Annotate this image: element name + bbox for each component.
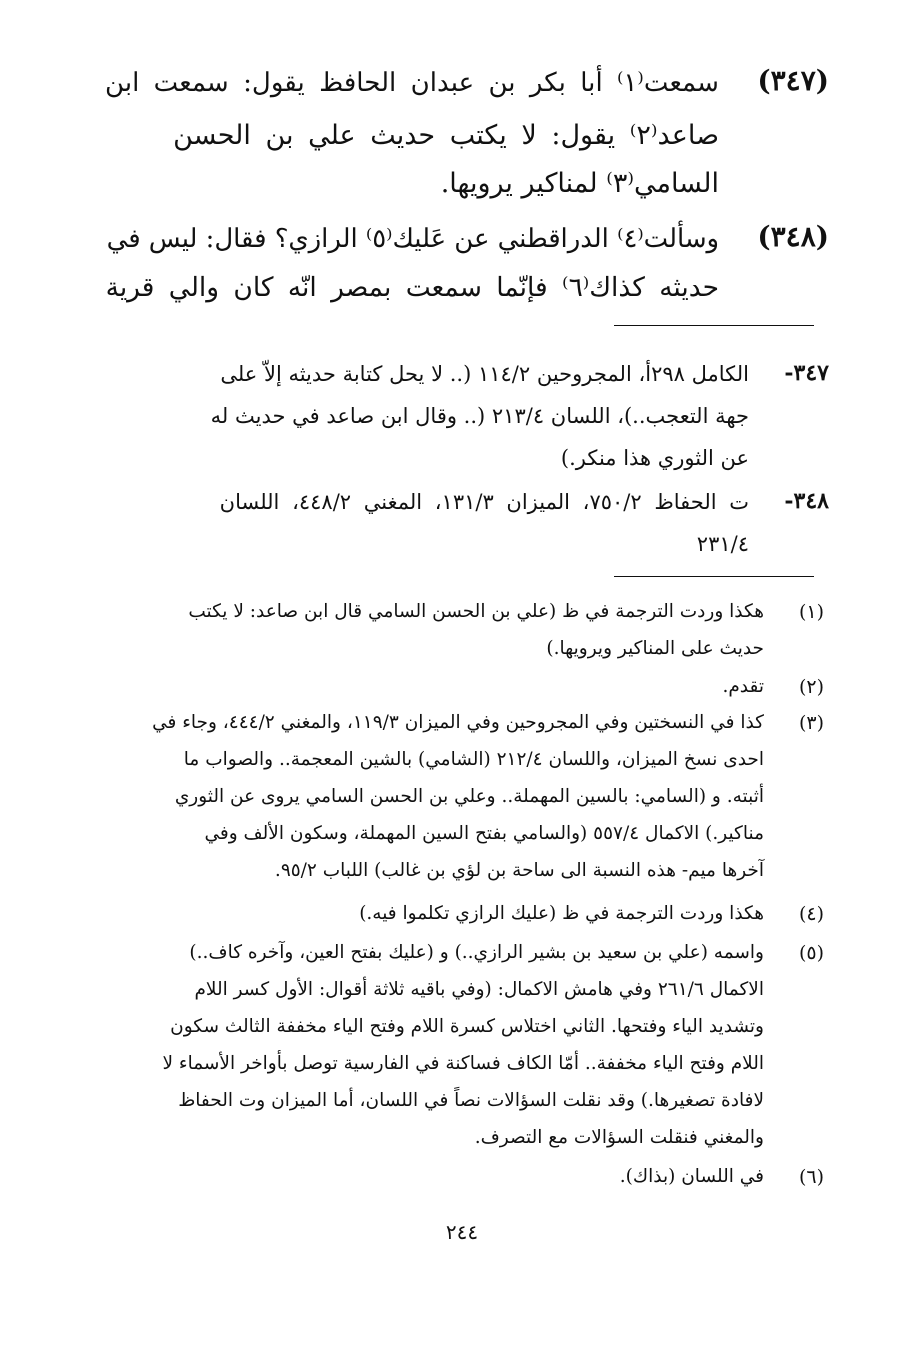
footnote-text-line: أثبته. و (السامي: بالسين المهملة.. وعلي بن الحسن السامي يروى عن الثوري [174,786,764,807]
page-number: ٢٤٤ [445,1220,479,1244]
footnote-number: (٣) [798,712,824,734]
footnote-number: (٤) [798,903,824,925]
entry-number: (٣٤٨) [757,220,829,253]
source-number: ٣٤٧- [784,360,829,386]
entry-text-line: السامي⁽٣⁾ لمناكير يرويها. [440,168,719,199]
footnote-number: (٦) [798,1166,824,1188]
footnote-text-line: اللام وفتح الياء مخففة.. أمّا الكاف فساكنة في الفارسية توصل بأواخر الأسماء لا [162,1053,764,1074]
footnote-text-line: حديث على المناكير ويرويها.) [546,638,764,659]
entry-text-line: وسألت⁽٤⁾ الدراقطني عن عَليك⁽٥⁾ الرازي؟ فقال: ليس في [106,224,719,254]
entry-number: (٣٤٧) [757,64,829,97]
entry-text-line: حديثه كذاك⁽٦⁾ فإنّما سمعت بمصر انّه كان والي قرية [105,272,719,303]
entry-text-line: صاعد⁽٢⁾ يقول: لا يكتب حديث علي بن الحسن [173,120,719,151]
footnote-number: (١) [798,601,824,623]
source-number: ٣٤٨- [784,488,829,514]
source-text-line: جهة التعجب..)، اللسان ٢١٣/٤ (.. وقال ابن صاعد في حديث له [210,404,749,428]
footnote-text-line: آخرها ميم- هذه النسبة الى ساحة بن لؤي بن غالب) اللباب ٩٥/٢. [274,860,764,881]
source-text-line: عن الثوري هذا منكر.) [560,446,749,470]
footnote-text-line: احدى نسخ الميزان، واللسان ٢١٢/٤ (الشامي) بالشين المعجمة.. والصواب ما [183,749,764,770]
separator-rule [614,576,814,577]
footnote-text-line: في اللسان (بذاك). [619,1166,764,1187]
footnote-text-line: كذا في النسختين وفي المجروحين وفي الميزان ١١٩/٣، والمغني ٤٤٤/٢، وجاء في [152,712,764,733]
footnote-number: (٢) [798,676,824,698]
source-text-line: ٢٣١/٤ [696,532,749,556]
footnote-text-line: الاكمال ٢٦١/٦ وفي هامش الاكمال: (وفي باقيه ثلاثة أقوال: الأول كسر اللام [194,979,764,1000]
footnote-text-line: واسمه (علي بن سعيد بن بشير الرازي..) و (عليك بفتح العين، وآخره كاف..) [189,942,764,963]
footnote-number: (٥) [798,942,824,964]
footnote-text-line: تقدم. [722,676,764,697]
footnote-text-line: هكذا وردت الترجمة في ظ (عليك الرازي تكلموا فيه.) [359,903,764,924]
entry-text-line: سمعت⁽١⁾ أبا بكر بن عبدان الحافظ يقول: سمعت ابن [104,68,719,98]
footnote-text-line: مناكير.) الاكمال ٥٥٧/٤ (والسامي بفتح السين المهملة، وسكون الألف وفي [204,823,764,844]
footnote-text-line: وتشديد الياء وفتحها. الثاني اختلاس كسرة اللام وفتح الياء مخففة الثالث سكون [170,1016,764,1037]
source-text-line: ت الحفاظ ٧٥٠/٢، الميزان ١٣١/٣، المغني ٤٤٨/٢، اللسان [219,490,749,514]
footnote-text-line: هكذا وردت الترجمة في ظ (علي بن الحسن السامي قال ابن صاعد: لا يكتب [188,601,764,622]
separator-rule [614,325,814,326]
source-text-line: الكامل ٢٩٨أ، المجروحين ١١٤/٢ (.. لا يحل كتابة حديثه إلاّ على [220,362,749,386]
footnote-text-line: والمغني فنقلت السؤالات مع التصرف. [474,1127,764,1148]
footnote-text-line: لافادة تصغيرها.) وقد نقلت السؤالات نصاً في اللسان، أما الميزان وت الحفاظ [178,1090,764,1111]
